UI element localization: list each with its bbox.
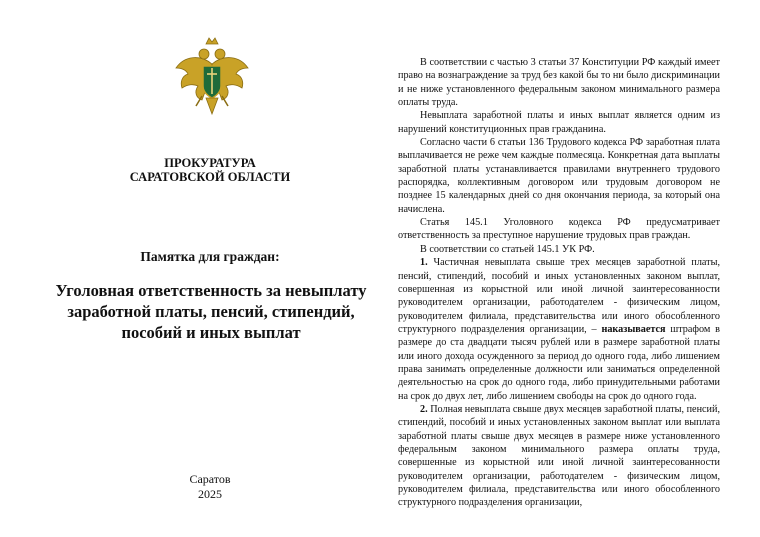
organization-name-line2: САРАТОВСКОЙ ОБЛАСТИ [129,170,291,184]
part-number: 2. [420,403,428,415]
year: 2025 [198,487,222,501]
paragraph-part-1 [398,256,720,403]
punishment-keyword: наказывается [601,323,666,335]
organization-name-line1: ПРОКУРАТУРА [164,156,256,170]
part-number: 1. [420,257,428,269]
paragraph-text: Полная невыплата свыше двух месяцев заработной платы, пенсий, стипендий, пособий и иных установленных законом выплат или выплата заработной платы свыше двух месяцев в размере ниже установленного федеральным законом минимального размера оплаты труда, совершенные из корыстной или иной личной заинтересованности руководителем организации, работодателем - физическим лицом, руководителем филиала, представительства или иного обособленного структурного подразделения организации, [398,403,720,509]
paragraph-criminal-code: Статья 145.1 Уголовного кодекса РФ предусматривает ответственность за преступное нарушение трудовых прав граждан. [398,217,720,242]
paragraph-constitution: В соответствии с частью 3 статьи 37 Конституции РФ каждый имеет право на вознаграждение за труд без какой бы то ни было дискриминации и не ниже установленного федеральным законом минимального размера оплаты труда. [398,57,720,109]
paragraph-violation: Невыплата заработной платы и иных выплат является одним из нарушений конституционных прав гражданина. [398,110,720,135]
paragraph-text: штрафом в размере до ста двадцати тысяч рублей или в размере заработной платы или иного дохода осужденного за период до одного года, либо лишением права занимать определенные должности или заниматься определенной деятельностью на срок до одного года, либо принудительными работами на срок до двух лет, либо лишением свободы на срок до одного года. [398,323,720,402]
paragraph-text: Частичная невыплата свыше трех месяцев заработной платы, пенсий, стипендий, пособий и иных установленных законом выплат, совершенная из корыстной или иной личной заинтересованности руководителем организации, работодателем - физическим лицом, руководителем филиала, представительства или иного обособленного структурного подразделения организации, – [398,257,720,335]
paragraph-article-ref: В соответствии со статьей 145.1 УК РФ. [420,243,595,255]
paragraph-part-2 [398,403,720,510]
prosecutor-emblem-icon [172,34,252,120]
city: Саратов [189,472,231,486]
document-heading: Уголовная ответственность за невыплату заработной платы, пенсий, стипендий, пособий и иных выплат [55,281,367,342]
text-page [398,56,720,510]
paragraph-labor-code: Согласно части 6 статьи 136 Трудового кодекса РФ заработная плата выплачивается не реже чем каждые полмесяца. Конкретная дата выплаты заработной платы устанавливается правилами внутреннего трудового распорядка, коллективным договором или трудовым договором не позднее 15 календарных дней со дня окончания периода, за который она начислена. [398,137,720,215]
memo-title: Памятка для граждан: [140,249,280,264]
